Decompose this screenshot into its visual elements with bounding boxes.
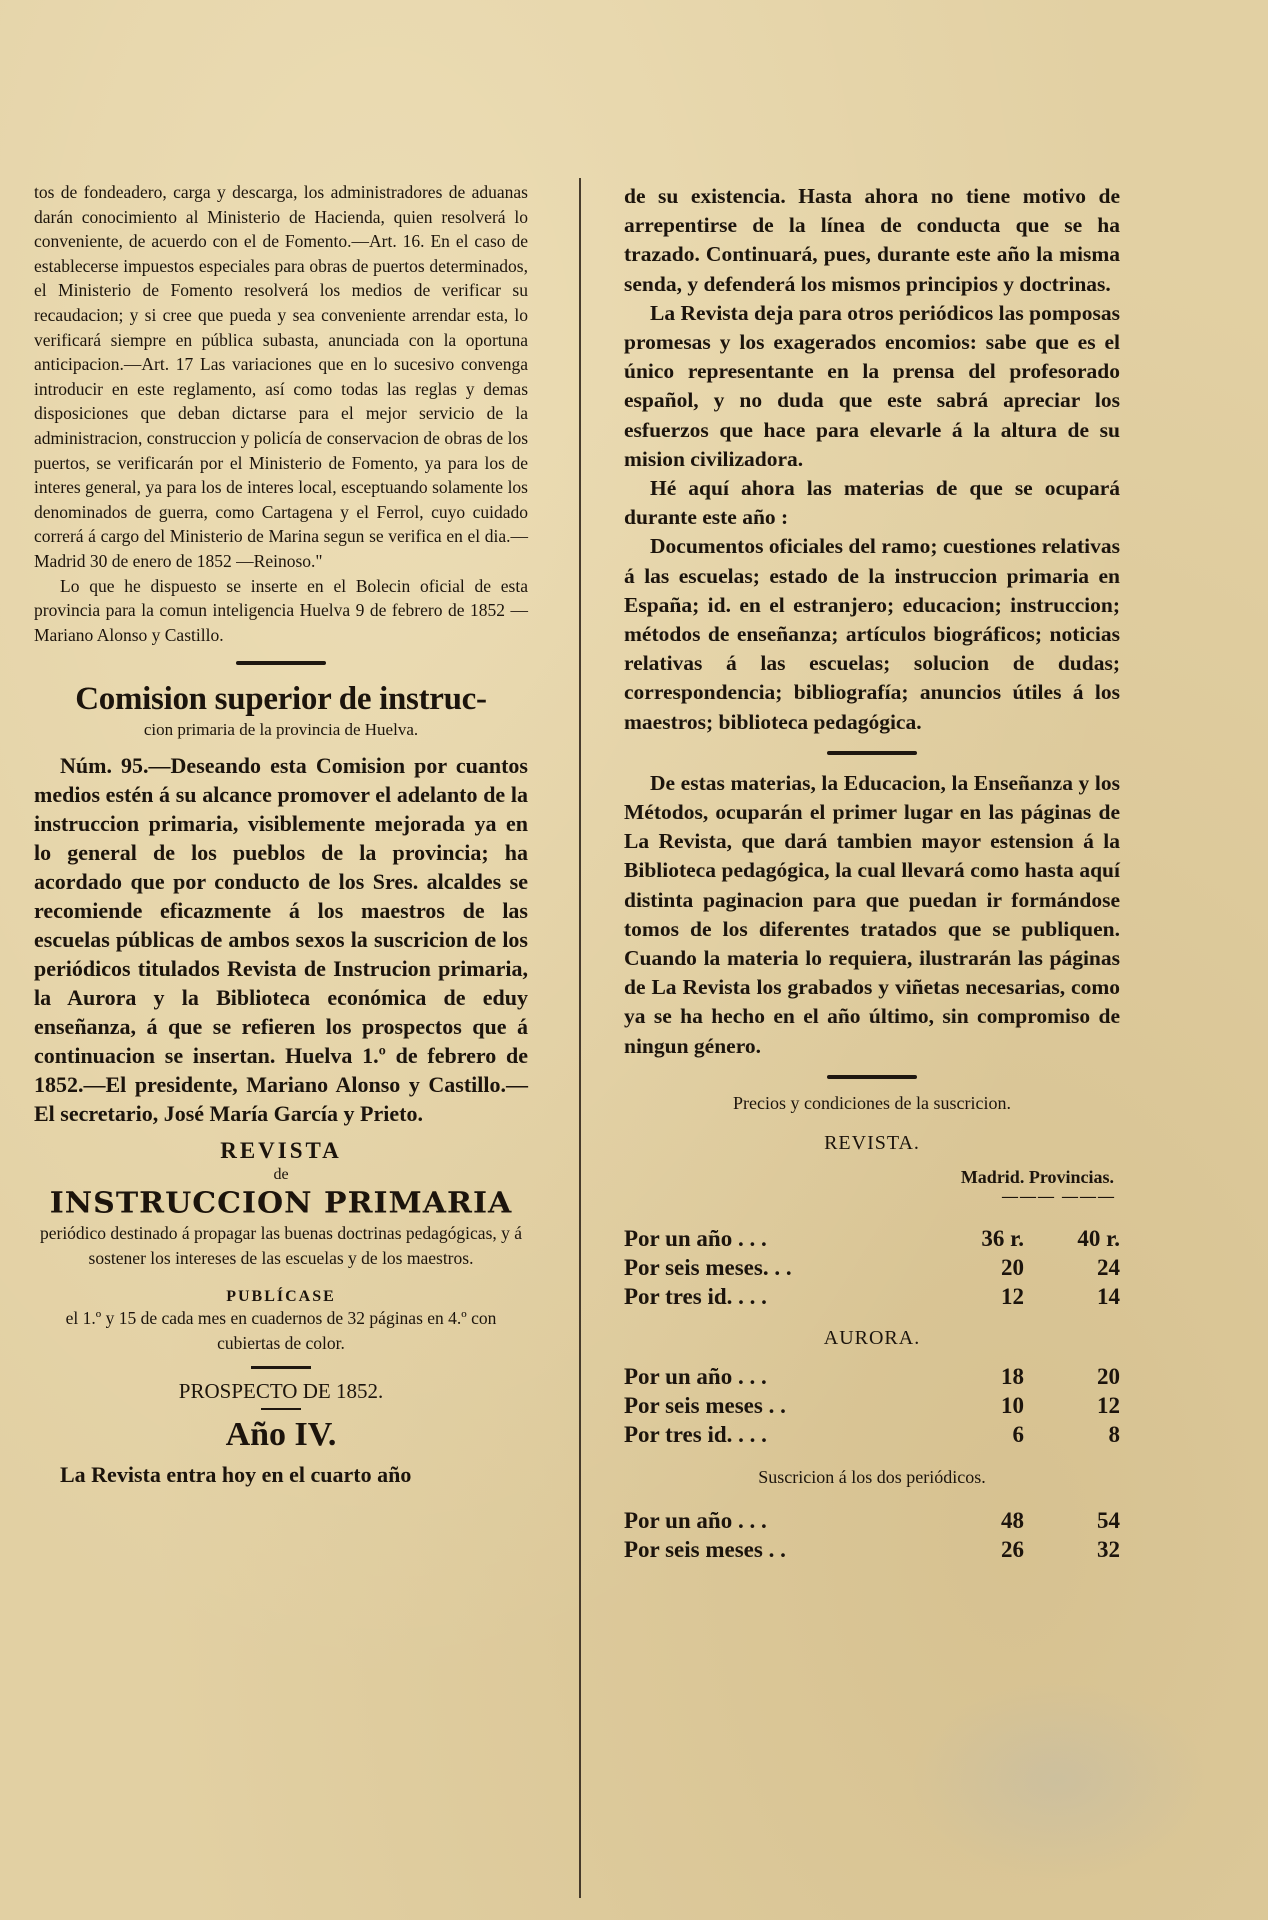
price-madrid: 20 [1001, 1254, 1024, 1280]
prospect-first-line: La Revista entra hoy en el cuarto año [60, 1461, 412, 1487]
price-provincias: 14 [1097, 1283, 1120, 1309]
instruccion-primaria-title: INSTRUCCION PRIMARIA [49, 1187, 513, 1221]
price-provincias: 32 [1097, 1536, 1120, 1562]
price-madrid: 18 [1001, 1363, 1024, 1389]
publicase-label: PUBLÍCASE [226, 1288, 336, 1306]
decree-insert-note: Lo que he dispuesto se inserte en el Bolecin oficial de esta provincia para la comun inteligencia Huelva 9 de febrero de 1852 —Mariano Alonso y Castillo. [34, 575, 528, 645]
prospect-para-5: De estas materias, la Educacion, la Enseñanza y los Métodos, ocuparán el primer lugar en las páginas de La Revista, que dará tambien mayor estension á la Biblioteca pedagógica, la cual llevará como hasta aquí distinta paginacion para que puedan ir formándose tomos de los diferentes tratados que se publiquen. Cuando la materia lo requiera, ilustrarán las páginas de La Revista los grabados y viñetas necesarias, como ya se ha hecho en el año último, sin compromiso de ningun género. [624, 770, 1120, 1058]
price-label: Por tres id. . . . [624, 1283, 767, 1309]
watermark-stain [908, 1680, 1208, 1880]
commission-notice: Núm. 95.—Deseando esta Comision por cuantos medios estén á su alcance promover el adelanto de la instruccion primaria, visiblemente mejorada ya en lo general de los pueblos de la provincia; ha acordado que por conducto de los Sres. alcaldes se recomiende eficazmente á los maestros de las escuelas públicas de ambos sexos la suscricion de los periódicos titulados Revista de Instrucion primaria, la Aurora y la Biblioteca económica de eduy enseñanza, á que se refieren los prospectos que á continuacion se insertan. Huelva 1.º de febrero de 1852.—El presidente, Mariano Alonso y Castillo.—El secretario, José María García y Prieto. [34, 753, 528, 1127]
price-label: Por seis meses . . [624, 1536, 786, 1562]
aurora-price-table [624, 1362, 1120, 1449]
price-provincias: 8 [1108, 1421, 1120, 1447]
commission-heading: Comision superior de instruc- [75, 681, 487, 718]
column-divider [579, 178, 581, 1898]
revista-de: de [273, 1166, 289, 1184]
price-label: Por un año . . . [624, 1225, 767, 1251]
prospect-para-1: de su existencia. Hasta ahora no tiene motivo de arrepentirse de la línea de conducta que se ha trazado. Continuará, pues, durante este año la misma senda, y defenderá los mismos principios y doctrinas. [624, 184, 1120, 296]
price-dashes: ——— ——— [1002, 1187, 1116, 1205]
prices-rule [827, 1075, 917, 1079]
decree-text: tos de fondeadero, carga y descarga, los administradores de aduanas darán conocimiento al Ministerio de Hacienda, quien resolverá lo conveniente, de acuerdo con el de Fomento.—Art. 16. En el caso de establecerse impuestos especiales para obras de puertos determinados, el Ministerio de Fomento resolverá los medios de verificar su recaudacion; y si cree que pueda y sea conveniente arrendar esta, lo verificará siempre en pública subasta, anunciada con la oportuna anticipacion.—Art. 17 Las variaciones que en lo sucesivo convenga introducir en este reglamento, así como todas las reglas y demas disposiciones que deban dictarse para el mejor servicio de la administracion, construccion y policía de conservacion de obras de los puertos, se verificarán por el Ministerio de Fomento, ya para los de interes general, ya para los de interes local, esceptuando solamente los denominados de guerra, como Cartagena y el Ferrol, cuyo cuidado correrá á cargo del Ministerio de Marina segun se verifica en el dia.—Madrid 30 de enero de 1852 —Reinoso." [34, 182, 528, 571]
price-provincias: 40 r. [1077, 1225, 1120, 1251]
price-label: Por seis meses. . . [624, 1254, 792, 1280]
price-madrid: 48 [1001, 1507, 1024, 1533]
prospect-para-4: Documentos oficiales del ramo; cuestiones relativas á las escuelas; estado de la instruccion primaria en España; id. en el estranjero; educacion; instruccion; métodos de enseñanza; artículos biográficos; noticias relativas á las escuelas; solucion de dudas; correspondencia; bibliografía; anuncios útiles á los maestros; biblioteca pedagógica. [624, 534, 1120, 734]
table-row [624, 1535, 1120, 1564]
price-label: Por un año . . . [624, 1507, 767, 1533]
periodico-description: periódico destinado á propagar las buenas doctrinas pedagógicas, y á sostener los intereses de las escuelas y de los maestros. [39, 1223, 523, 1268]
table-row [624, 1282, 1120, 1311]
price-madrid: 36 r. [981, 1225, 1024, 1251]
prospect-rule-small [261, 1408, 301, 1410]
left-column [34, 180, 528, 1489]
aurora-price-label: AURORA. [823, 1326, 921, 1349]
commission-subheading: cion primaria de la provincia de Huelva. [143, 720, 419, 740]
price-provincias: 24 [1097, 1254, 1120, 1280]
price-madrid: 10 [1001, 1392, 1024, 1418]
prospect-para-3: Hé aquí ahora las materias de que se ocupará durante este año : [624, 476, 1120, 530]
prospect-rule [251, 1366, 311, 1369]
publicase-text: el 1.º y 15 de cada mes en cuadernos de 32 páginas en 4.º con cubiertas de color. [65, 1308, 497, 1354]
prospect-rule-right [827, 751, 917, 755]
prices-caption: Precios y condiciones de la suscricion. [733, 1092, 1011, 1113]
table-row [624, 1362, 1120, 1391]
price-madrid: 12 [1001, 1283, 1024, 1309]
table-row [624, 1224, 1120, 1253]
ano-heading: Año IV. [225, 1415, 337, 1453]
table-row [624, 1253, 1120, 1282]
section-rule [236, 661, 326, 665]
both-price-table [624, 1506, 1120, 1564]
price-provincias: 12 [1097, 1392, 1120, 1418]
prospecto-heading: PROSPECTO DE 1852. [178, 1378, 384, 1403]
right-column [624, 182, 1120, 1564]
madrid-header: Madrid. [960, 1166, 1025, 1187]
both-price-label: Suscricion á los dos periódicos. [758, 1466, 986, 1487]
prospect-para-2: La Revista deja para otros periódicos las pomposas promesas y los exagerados encomios: sabe que es el único representante en la prensa del profesorado español, y no duda que este sabrá apreciar los esfuerzos que hace para elevarle á la altura de su mision civilizadora. [624, 300, 1120, 471]
table-row [624, 1391, 1120, 1420]
table-row [624, 1420, 1120, 1449]
price-label: Por un año . . . [624, 1363, 767, 1389]
table-row [624, 1506, 1120, 1535]
revista-price-label: REVISTA. [824, 1131, 920, 1154]
price-label: Por seis meses . . [624, 1392, 786, 1418]
price-provincias: 54 [1097, 1507, 1120, 1533]
revista-title: REVISTA [220, 1138, 342, 1164]
price-column-headers [624, 1167, 1120, 1188]
provincias-header: Provincias. [1028, 1166, 1114, 1187]
price-provincias: 20 [1097, 1363, 1120, 1389]
price-label: Por tres id. . . . [624, 1421, 767, 1447]
revista-price-table [624, 1224, 1120, 1311]
price-madrid: 6 [1012, 1421, 1024, 1447]
price-madrid: 26 [1001, 1536, 1024, 1562]
